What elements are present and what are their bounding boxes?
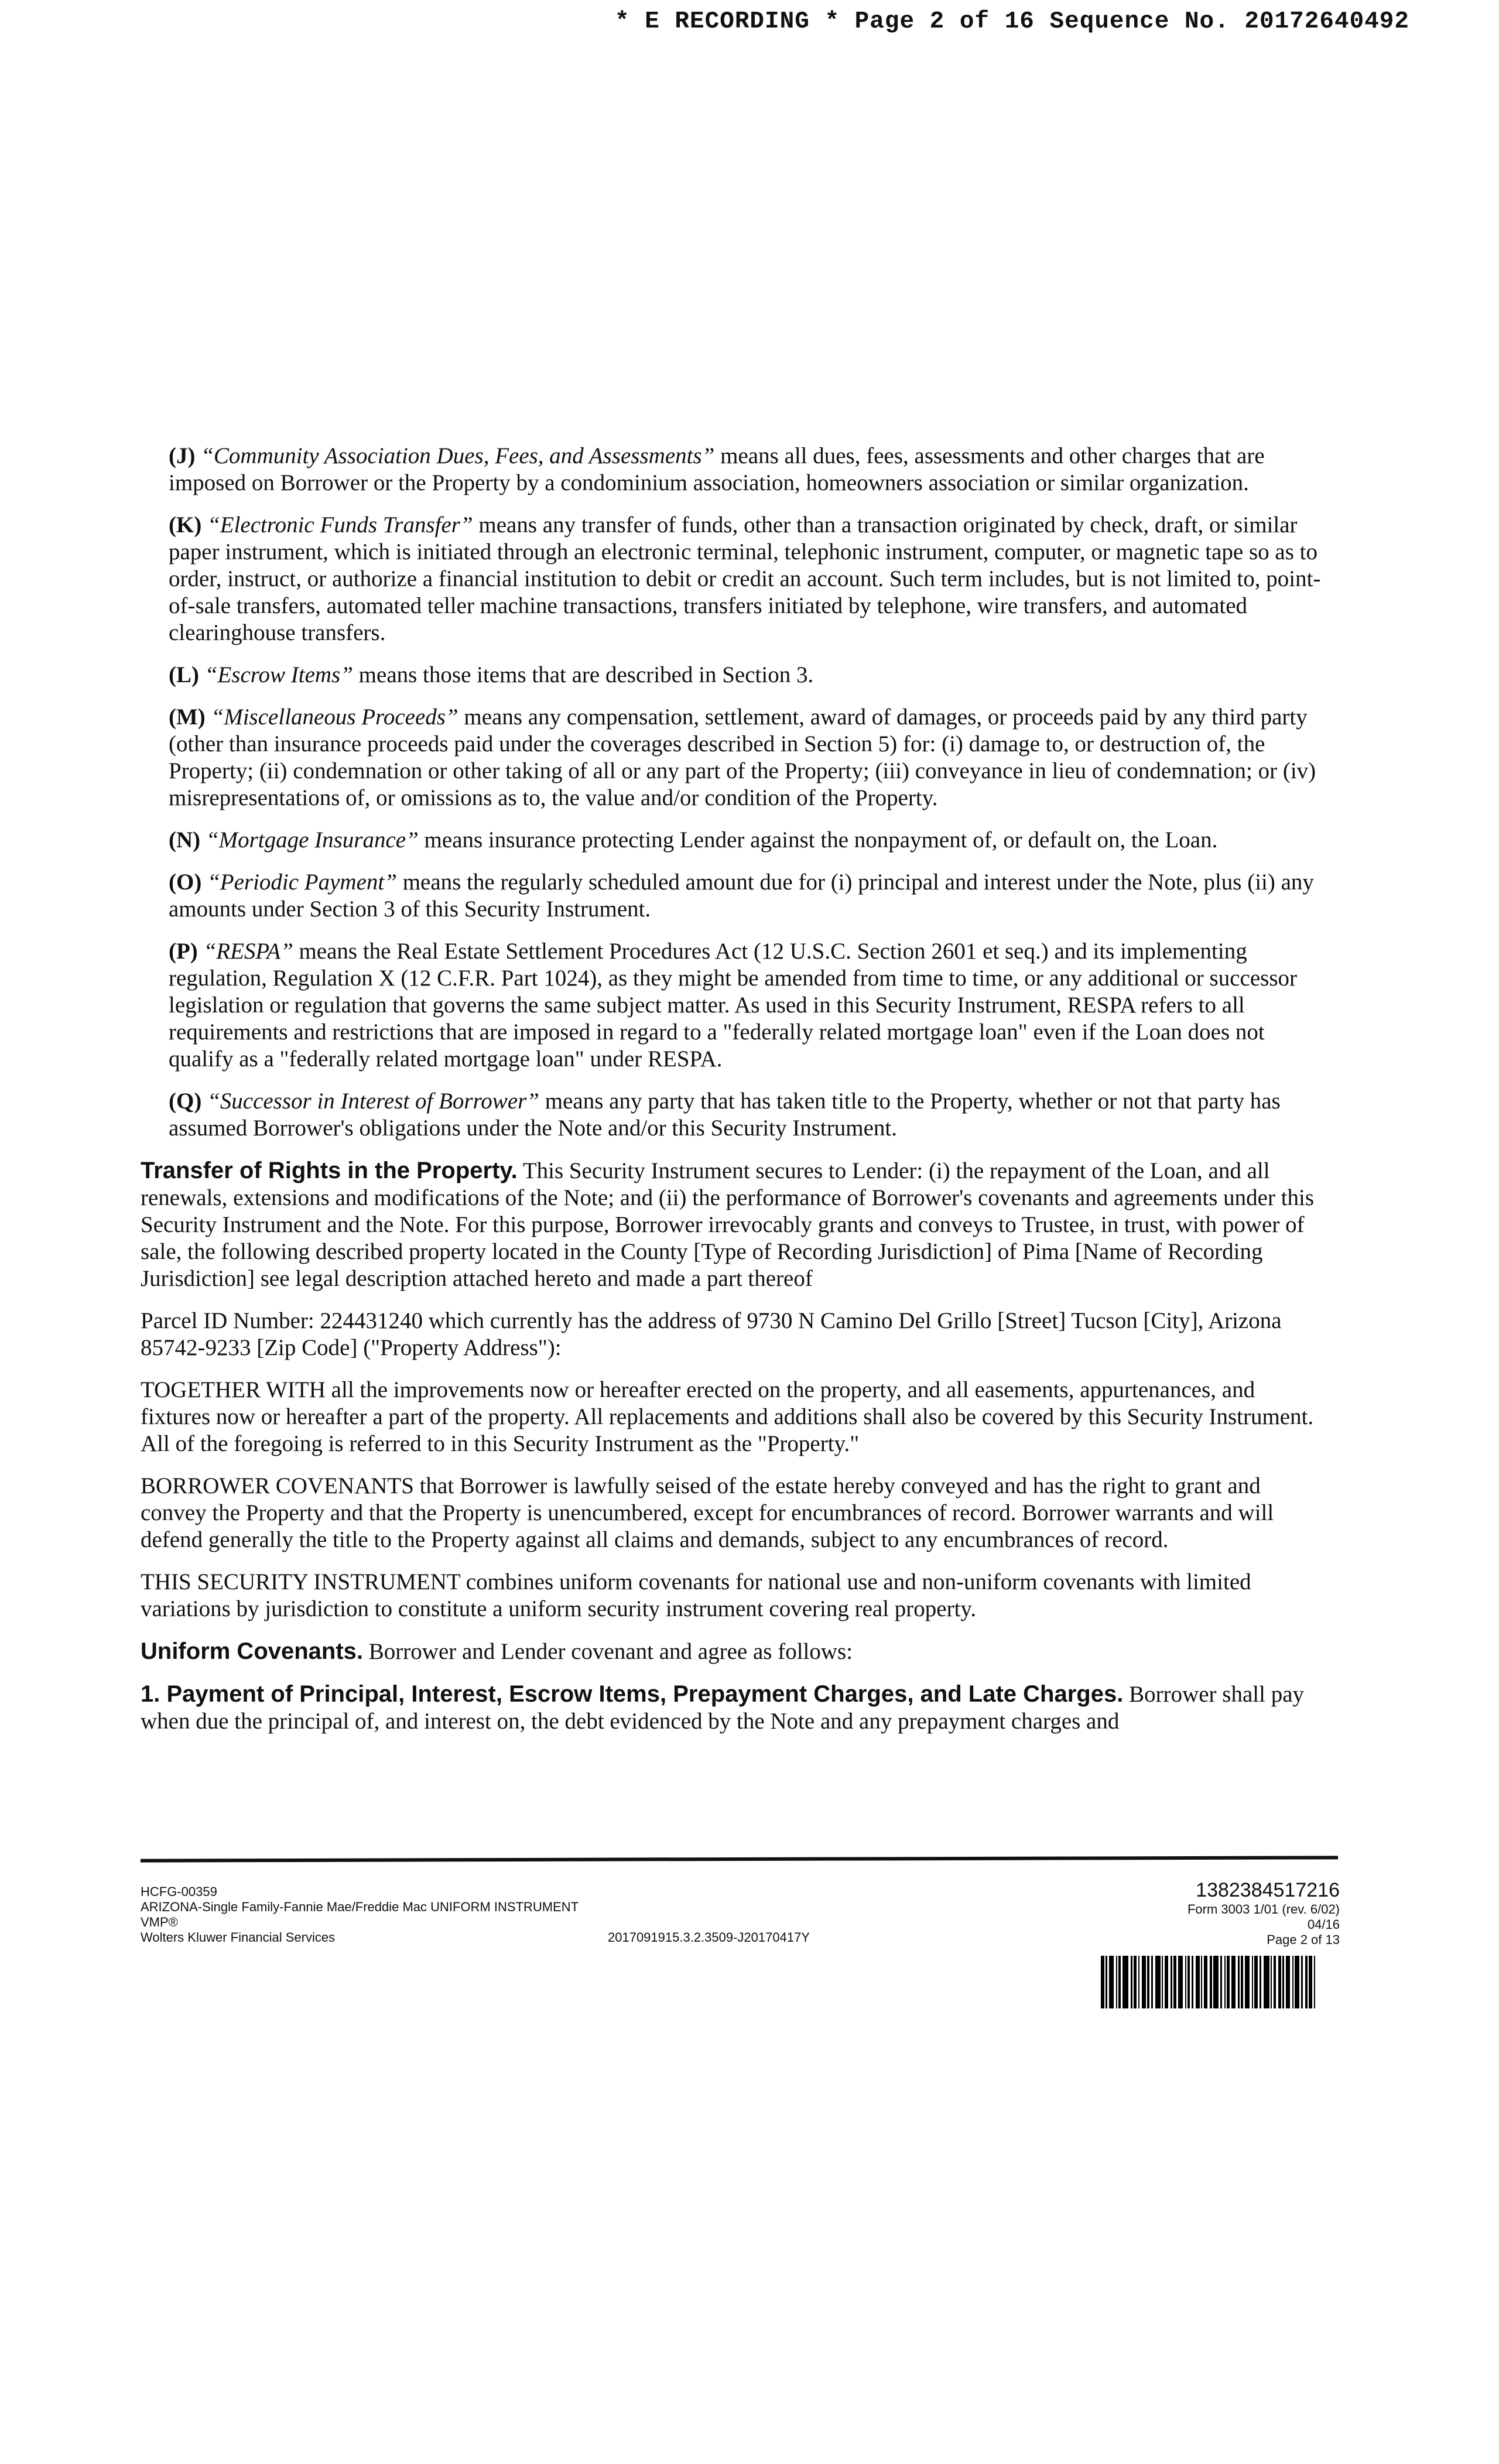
vmp-mark: VMP®: [141, 1915, 178, 1929]
barcode-bar: [1109, 1956, 1114, 2008]
barcode-bar: [1155, 1956, 1161, 2008]
barcode-bar: [1134, 1956, 1137, 2008]
barcode-bar: [1301, 1956, 1303, 2008]
barcode-bar: [1241, 1956, 1243, 2008]
definition-text: means insurance protecting Lender against the nonpayment of, or default on, the Loan.: [418, 827, 1218, 853]
transfer-heading: Transfer of Rights in the Property.: [141, 1158, 518, 1183]
definition-term: “Successor in Interest of Borrower”: [207, 1089, 539, 1114]
section-1: [141, 1681, 1329, 1735]
barcode-bar: [1295, 1956, 1299, 2008]
section-1-heading: 1. Payment of Principal, Interest, Escrow Items, Prepayment Charges, and Late Charges.: [141, 1681, 1124, 1707]
barcode-bar: [1118, 1956, 1121, 2008]
definition-j: [141, 443, 1329, 497]
definition-text: means any transfer of funds, other than a transaction originated by check, draft, or similar paper instrument, which is initiated through an electronic terminal, telephonic instrument, computer, or magnetic tape so as to order, instruct, or authorize a financial institution to debit or credit an account. Such term includes, but is not limited to, point-of-sale transfers, automated teller machine transactions, transfers initiated by telephone, wire transfers, and automated clearinghouse transfers.: [169, 512, 1321, 645]
definition-label: (N): [169, 827, 201, 853]
definition-label: (K): [169, 512, 202, 538]
form-number: Form 3003 1/01 (rev. 6/02): [1187, 1902, 1340, 1917]
barcode-bar: [1147, 1956, 1149, 2008]
definition-term: “Escrow Items”: [204, 662, 353, 687]
barcode-bar: [1171, 1956, 1172, 2008]
definition-text: means all dues, fees, assessments and other charges that are imposed on Borrower or the Property by a condominium association, homeowners association or similar organization.: [169, 443, 1265, 495]
barcode-bar: [1245, 1956, 1250, 2008]
barcode-bar: [1142, 1956, 1146, 2008]
barcode-bar: [1220, 1956, 1222, 2008]
barcode-bar: [1282, 1956, 1284, 2008]
this-instrument-paragraph: THIS SECURITY INSTRUMENT combines uniform covenants for national use and non-uniform covenants with limited variations by jurisdiction to constitute a uniform security instrument covering real property.: [141, 1569, 1251, 1621]
definition-text: means the regularly scheduled amount due for (i) principal and interest under the Note, plus (ii) any amounts under Section 3 of this Security Instrument.: [169, 870, 1314, 922]
recording-header: * E RECORDING * Page 2 of 16 Sequence No. 20172640492: [615, 8, 1410, 35]
parcel-paragraph: Parcel ID Number: 224431240 which currently has the address of 9730 N Camino Del Grillo [Street] Tucson [City], Arizona 85742-9233 [Zip Code] ("Property Address"):: [141, 1308, 1282, 1360]
barcode-bar: [1101, 1956, 1104, 2008]
barcode-bar: [1314, 1956, 1315, 2008]
transfer-of-rights: [141, 1157, 1329, 1292]
definition-term: “RESPA”: [203, 939, 293, 964]
barcode-bar: [1227, 1956, 1230, 2008]
definition-m: [141, 704, 1329, 812]
barcode-bar: [1138, 1956, 1139, 2008]
barcode-bar: [1173, 1956, 1176, 2008]
definition-term: “Miscellaneous Proceeds”: [211, 704, 458, 730]
barcode-bar: [1278, 1956, 1281, 2008]
barcode-bar: [1274, 1956, 1276, 2008]
definition-label: (M): [169, 704, 206, 730]
definition-text: means the Real Estate Settlement Procedures Act (12 U.S.C. Section 2601 et seq.) and its implementing regulation, Regulation X (12 C.F.R. Part 1024), as they might be amended from time to time, or any additional or successor legislation or regulation that governs the same subject matter. As used in this Security Instrument, RESPA refers to all requirements and restrictions that are imposed in regard to a "federally related mortgage loan" even if the Loan does not qualify as a "federally related mortgage loan" under RESPA.: [169, 939, 1297, 1072]
revision: 04/16: [1307, 1917, 1340, 1932]
barcode-bar: [1192, 1956, 1193, 2008]
barcode-bar: [1201, 1956, 1202, 2008]
definition-label: (J): [169, 443, 196, 468]
uniform-heading: Uniform Covenants.: [141, 1638, 364, 1664]
definition-q: [141, 1088, 1329, 1142]
barcode-bar: [1187, 1956, 1190, 2008]
definition-label: (O): [169, 870, 202, 895]
barcode-bar: [1286, 1956, 1290, 2008]
definition-label: (L): [169, 662, 199, 687]
barcode-bar: [1185, 1956, 1186, 2008]
barcode-bar: [1252, 1956, 1253, 2008]
doc-id: 2017091915.3.2.3509-J20170417Y: [608, 1930, 810, 1945]
uniform-covenants: [141, 1638, 1329, 1665]
section-1-text: Borrower shall pay when due the principal of, and interest on, the debt evidenced by the Note and any prepayment charges and: [141, 1682, 1305, 1734]
barcode-bar: [1213, 1956, 1219, 2008]
definition-text: means those items that are described in Section 3.: [352, 662, 814, 687]
barcode-bar: [1196, 1956, 1200, 2008]
definition-term: “Community Association Dues, Fees, and Assessments”: [201, 443, 715, 468]
definition-l: [141, 662, 1329, 689]
footer-right: [1187, 1878, 1340, 1948]
barcode-bar: [1260, 1956, 1261, 2008]
barcode-bar: [1162, 1956, 1163, 2008]
document-body: [141, 443, 1329, 1750]
definition-p: [141, 938, 1329, 1073]
barcode-bar: [1309, 1956, 1312, 2008]
barcode-bar: [1106, 1956, 1107, 2008]
barcode-bar: [1238, 1956, 1240, 2008]
loan-number: 1382384517216: [1196, 1879, 1340, 1901]
barcode-bar: [1224, 1956, 1226, 2008]
definition-n: [141, 827, 1329, 854]
barcode-bar: [1271, 1956, 1272, 2008]
form-title: ARIZONA-Single Family-Fannie Mae/Freddie Mac UNIFORM INSTRUMENT: [141, 1900, 579, 1914]
borrower-covenants-paragraph: BORROWER COVENANTS that Borrower is lawfully seised of the estate hereby conveyed and has the right to grant and convey the Property and that the Property is unencumbered, except for encumbrances of record. Borrower warrants and will defend generally the title to the Property against all claims and demands, subject to any encumbrances of record.: [141, 1473, 1274, 1552]
barcode-bar: [1210, 1956, 1212, 2008]
definition-term: “Electronic Funds Transfer”: [207, 512, 473, 538]
definition-k: [141, 512, 1329, 646]
definition-label: (Q): [169, 1089, 202, 1114]
footer-divider: [141, 1856, 1338, 1862]
barcode-bar: [1178, 1956, 1183, 2008]
page-number: Page 2 of 13: [1267, 1932, 1340, 1947]
barcode-bar: [1204, 1956, 1207, 2008]
definition-text: means any party that has taken title to the Property, whether or not that party has assumed Borrower's obligations under the Note and/or this Security Instrument.: [169, 1089, 1281, 1141]
uniform-text: Borrower and Lender covenant and agree as follows:: [363, 1639, 853, 1664]
transfer-text: This Security Instrument secures to Lender: (i) the repayment of the Loan, and all renewals, extensions and modifications of the Note; and (ii) the performance of Borrower's covenants and agreements under this Security Instrument and the Note. For this purpose, Borrower irrevocably grants and conveys to Trustee, in trust, with power of sale, the following described property located in the County [Type of Recording Jurisdiction] of Pima [Name of Recording Jurisdiction] see legal description attached hereto and made a part thereof: [141, 1158, 1315, 1291]
barcode-bar: [1264, 1956, 1269, 2008]
definition-term: “Periodic Payment”: [207, 870, 397, 895]
publisher: Wolters Kluwer Financial Services: [141, 1930, 336, 1945]
together-with-paragraph: TOGETHER WITH all the improvements now or hereafter erected on the property, and all easements, appurtenances, and fixtures now or hereafter a part of the property. All replacements and additions shall also be covered by this Security Instrument. All of the foregoing is referred to in this Security Instrument as the "Property.": [141, 1377, 1314, 1456]
definition-text: means any compensation, settlement, award of damages, or proceeds paid by any third party (other than insurance proceeds paid under the coverages described in Section 5) for: (i) damage to, or destruction of, the Property; (ii) condemnation or other taking of all or any part of the Property; (iii) conveyance in lieu of condemnation; or (iv) misrepresentations of, or omissions as to, the value and/or condition of the Property.: [169, 704, 1316, 810]
barcode-bar: [1292, 1956, 1293, 2008]
barcode-bar: [1151, 1956, 1153, 2008]
barcode-bar: [1305, 1956, 1308, 2008]
barcode-bar: [1254, 1956, 1258, 2008]
barcode-bar: [1131, 1956, 1132, 2008]
barcode-bar: [1122, 1956, 1128, 2008]
barcode-bar: [1231, 1956, 1236, 2008]
barcode-bar: [1165, 1956, 1168, 2008]
footer-left: [141, 1884, 579, 1945]
form-code: HCFG-00359: [141, 1884, 217, 1899]
barcode: [1101, 1956, 1341, 2008]
definition-term: “Mortgage Insurance”: [206, 827, 419, 853]
definition-label: (P): [169, 939, 198, 964]
definitions-list: [141, 443, 1329, 1142]
barcode-bar: [1116, 1956, 1117, 2008]
definition-o: [141, 869, 1329, 923]
